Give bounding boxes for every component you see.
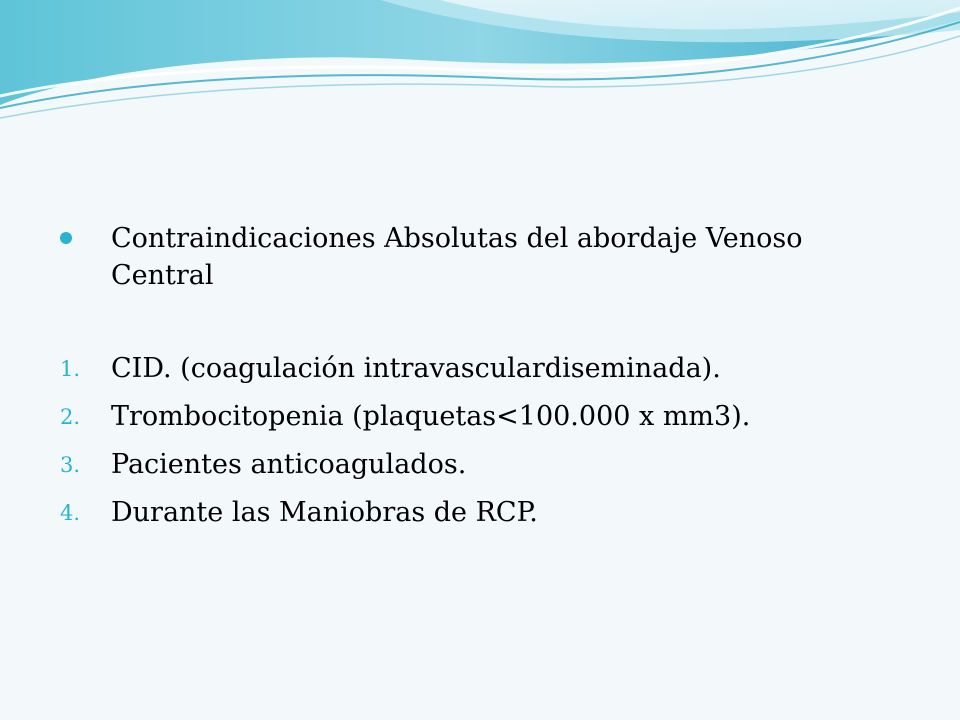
list-item-text: Durante las Maniobras de RCP. bbox=[111, 497, 538, 528]
list-item-number: 1. bbox=[60, 357, 81, 381]
bullet-dot-icon bbox=[60, 232, 72, 244]
list-item-number: 4. bbox=[60, 501, 81, 525]
list-item-text: CID. (coagulación intravasculardiseminada). bbox=[111, 353, 721, 384]
list-item bbox=[60, 494, 920, 542]
list-item bbox=[60, 398, 920, 446]
list-item bbox=[60, 350, 920, 398]
list-item-text: Trombocitopenia (plaquetas<100.000 x mm3). bbox=[111, 401, 751, 432]
list-item bbox=[60, 446, 920, 494]
contraindications-list bbox=[60, 350, 920, 542]
list-item-text: Pacientes anticoagulados. bbox=[111, 449, 467, 480]
bullet-heading-text: Contraindicaciones Absolutas del abordaje Venoso Central bbox=[111, 223, 803, 291]
list-item-number: 2. bbox=[60, 405, 81, 429]
list-item-number: 3. bbox=[60, 453, 81, 477]
